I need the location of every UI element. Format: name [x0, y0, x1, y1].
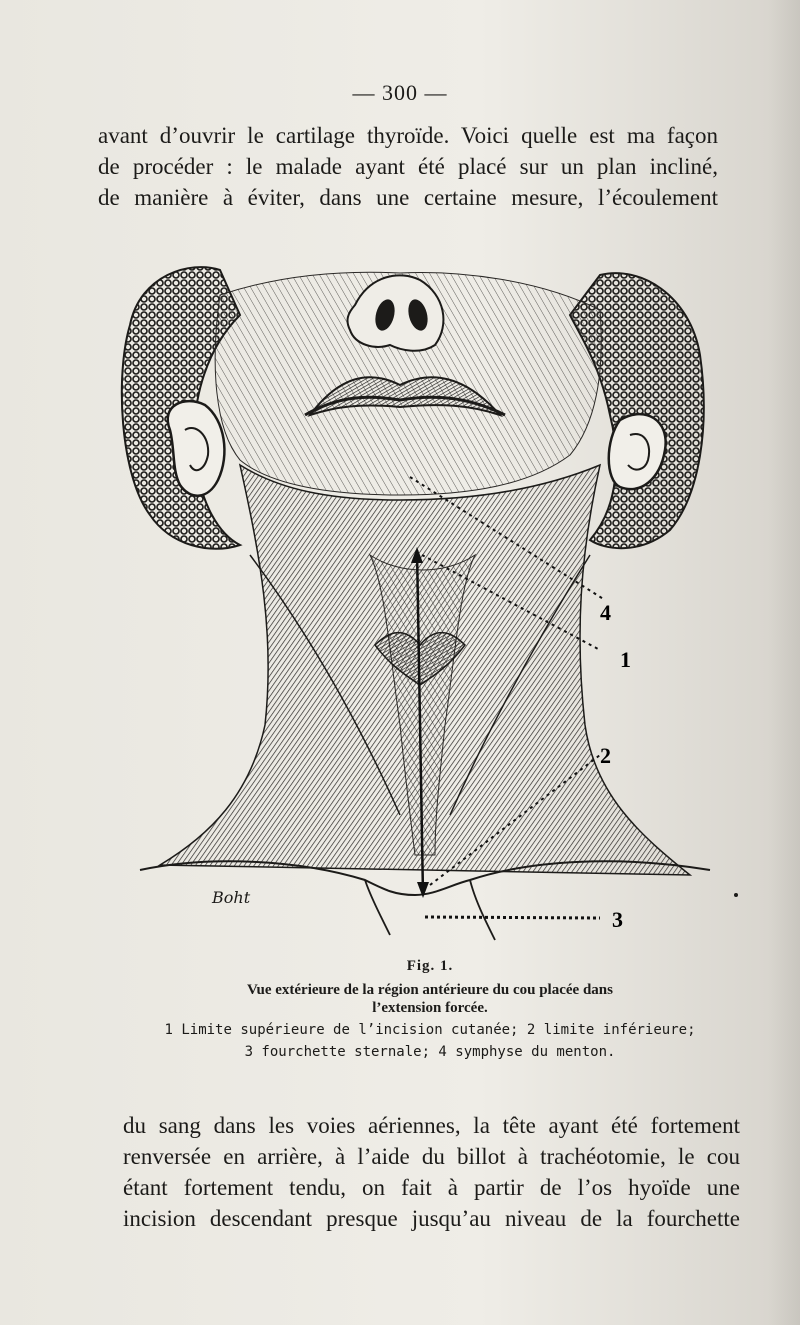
- text-line: renversée en arrière, à l’aide du billot à trachéotomie, le cou: [123, 1144, 740, 1169]
- caption-title-line: Vue extérieure de la région antérieure du cou placée dans: [247, 982, 613, 998]
- caption-legend-line: 1 Limite supérieure de l’incision cutanée; 2 limite inférieure;: [164, 1022, 696, 1038]
- figure-caption: [150, 958, 710, 1061]
- label-1: 1: [620, 647, 631, 672]
- text-line: avant d’ouvrir le cartilage thyroïde. Voici quelle est ma façon: [98, 123, 718, 148]
- page-number: — 300 —: [352, 80, 448, 105]
- engraving-illustration: [100, 255, 740, 955]
- caption-legend-line: 3 fourchette sternale; 4 symphyse du menton.: [244, 1044, 616, 1060]
- label-3: 3: [612, 907, 623, 932]
- caption-title-line: l’extension forcée.: [372, 1000, 488, 1016]
- text-line: de procéder : le malade ayant été placé sur un plan incliné,: [98, 154, 718, 179]
- text-line: incision descendant presque jusqu’au niveau de la fourchette: [123, 1206, 740, 1231]
- engraver-signature: Boht: [212, 888, 251, 907]
- label-2: 2: [600, 743, 611, 768]
- neck-anatomy-figure: [100, 255, 740, 955]
- figure-label: Fig. 1.: [406, 958, 454, 974]
- text-line: du sang dans les voies aériennes, la tête ayant été fortement: [123, 1113, 740, 1138]
- label-4: 4: [600, 600, 611, 625]
- bottom-paragraph: [123, 1110, 740, 1234]
- text-line: de manière à éviter, dans une certaine mesure, l’écoulement: [98, 185, 718, 210]
- top-paragraph: [98, 120, 718, 213]
- text-line: étant fortement tendu, on fait à partir de l’os hyoïde une: [123, 1175, 740, 1200]
